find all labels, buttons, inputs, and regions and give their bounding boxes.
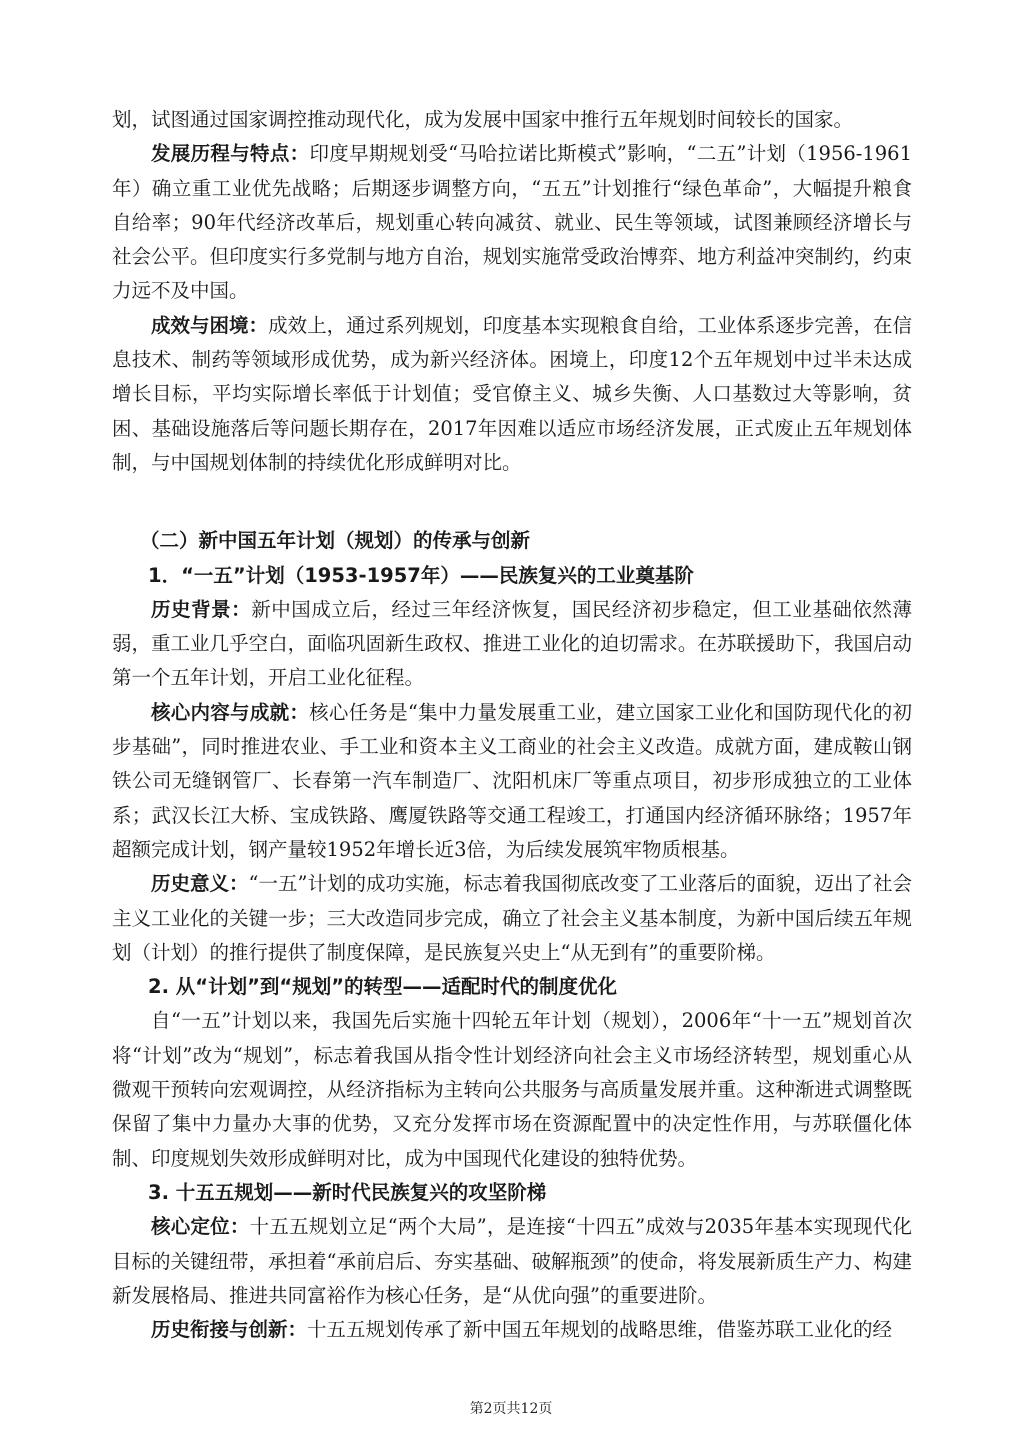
page-number: 第2页共12页: [469, 1401, 553, 1417]
paragraph-text: 核心任务是“集中力量发展重工业，建立国家工业化和国防现代化的初步基础”，同时推进农业、手工业和资本主义工商业的社会主义改造。成就方面，建成鞍山钢铁公司无缝钢管厂、长春第一汽车制造厂、沈阳机床厂等重点项目，初步形成独立的工业体系；武汉长江大桥、宝成铁路、鹰厦铁路等交通工程竣工，打通国内经济循环脉络；1957年超额完成计划，钢产量较1952年增长近3倍，为后续发展筑牢物质根基。: [112, 700, 912, 861]
paragraph-continuity-innovation: [112, 1313, 912, 1347]
paragraph-text: 十五五规划立足“两个大局”，是连接“十四五”成效与2035年基本实现现代化目标的关键纽带，承担着“承前启后、夯实基础、破解瓶颈”的使命，将发展新质生产力、构建新发展格局、推进共同富裕作为核心任务，是“从优向强”的重要进阶。: [112, 1215, 912, 1307]
paragraph-lead: 核心定位：: [151, 1215, 250, 1239]
paragraph-lead: 历史背景：: [151, 597, 252, 621]
paragraph-core-content: [112, 696, 912, 867]
paragraph-text: 划，试图通过国家调控推动现代化，成为发展中国家中推行五年规划时间较长的国家。: [112, 108, 854, 131]
paragraph-lead: 核心内容与成就：: [151, 700, 310, 724]
paragraph-historical-background: [112, 593, 912, 696]
paragraph-text: 印度早期规划受“马哈拉诺比斯模式”影响，“二五”计划（1956-1961年）确立重工业优先战略；后期逐步调整方向，“五五”计划推行“绿色革命”，大幅提升粮食自给率；90年代经济改革后，规划重心转向减贫、就业、民生等领域，试图兼顾经济增长与社会公平。但印度实行多党制与地方自治，规划实施常受政治博弈、地方利益冲突制约，约束力远不及中国。: [112, 142, 912, 303]
page-body: [112, 103, 912, 1347]
paragraph-continuation: [112, 103, 912, 137]
paragraph-text: 自“一五”计划以来，我国先后实施十四轮五年计划（规划），2006年“十一五”规划首次将“计划”改为“规划”，标志着我国从指令性计划经济向社会主义市场经济转型，规划重心从微观干预转向宏观调控，从经济指标为主转向公共服务与高质量发展并重。这种渐进式调整既保留了集中力量办大事的优势，又充分发挥市场在资源配置中的决定性作用，与苏联僵化体制、印度规划失效形成鲜明对比，成为中国现代化建设的独特优势。: [112, 1009, 912, 1170]
paragraph-development-history: [112, 137, 912, 308]
paragraph-results-dilemma: [112, 309, 912, 480]
paragraph-lead: 历史意义：: [151, 872, 249, 896]
paragraph-historical-significance: [112, 867, 912, 970]
paragraph-text: “一五”计划的成功实施，标志着我国彻底改变了工业落后的面貌，迈出了社会主义工业化的关键一步；三大改造同步完成，确立了社会主义基本制度，为新中国后续五年规划（计划）的推行提供了制度保障，是民族复兴史上“从无到有”的重要阶梯。: [112, 872, 912, 964]
paragraph-plan-transition: [112, 1004, 912, 1175]
section-heading: （二）新中国五年计划（规划）的传承与创新: [140, 529, 531, 553]
paragraph-core-positioning: [112, 1210, 912, 1313]
paragraph-text: 新中国成立后，经过三年经济恢复，国民经济初步稳定，但工业基础依然薄弱，重工业几乎空白，面临巩固新生政权、推进工业化的迫切需求。在苏联援助下，我国启动第一个五年计划，开启工业化征程。: [112, 597, 912, 690]
paragraph-text: 十五五规划传承了新中国五年规划的战略思维，借鉴苏联工业化的经: [307, 1318, 893, 1342]
paragraph-lead: 成效与困境：: [151, 313, 269, 337]
subsection-heading-1: 1．“一五”计划（1953-1957年）——民族复兴的工业奠基阶: [148, 563, 694, 587]
subsection-heading-3: 3. 十五五规划——新时代民族复兴的攻坚阶梯: [148, 1180, 547, 1204]
paragraph-lead: 发展历程与特点：: [151, 142, 310, 166]
section-gap: [112, 480, 912, 524]
subsection-heading-2: 2. 从“计划”到“规划”的转型——适配时代的制度优化: [148, 975, 618, 999]
paragraph-lead: 历史衔接与创新：: [151, 1318, 308, 1342]
paragraph-text: 成效上，通过系列规划，印度基本实现粮食自给，工业体系逐步完善，在信息技术、制药等领域形成优势，成为新兴经济体。困境上，印度12个五年规划中过半未达成增长目标，平均实际增长率低于计划值；受官僚主义、城乡失衡、人口基数过大等影响，贫困、基础设施落后等问题长期存在，2017年因难以适应市场经济发展，正式废止五年规划体制，与中国规划体制的持续优化形成鲜明对比。: [112, 313, 912, 474]
